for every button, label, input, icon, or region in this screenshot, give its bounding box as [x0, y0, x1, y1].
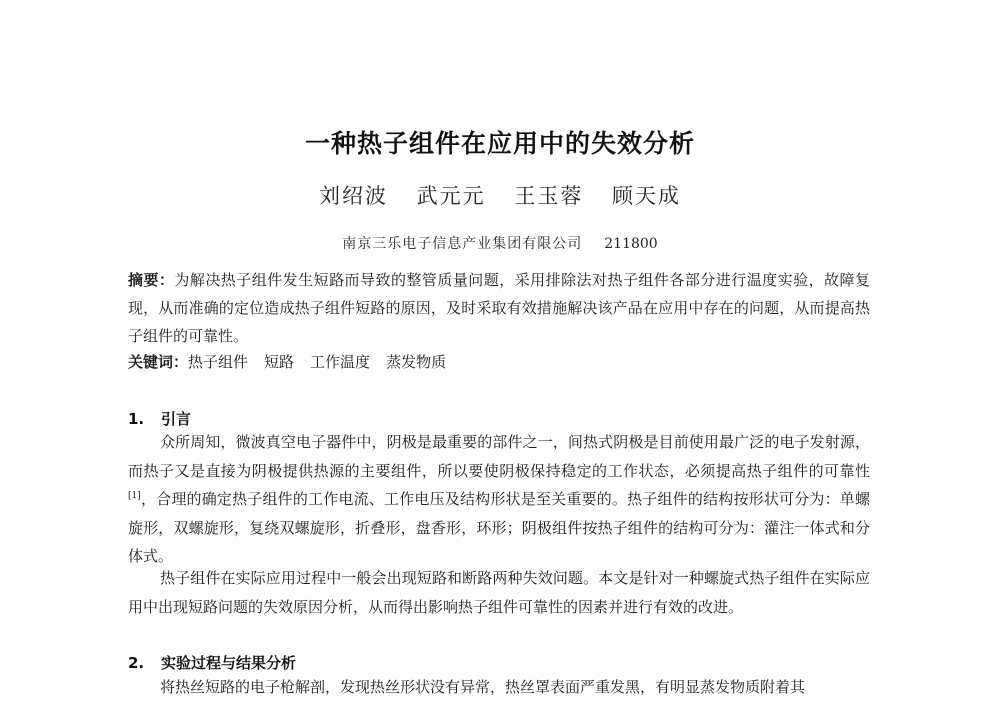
section-heading-experiment	[128, 652, 296, 673]
keyword: 蒸发物质	[386, 353, 447, 371]
intro-paragraph-2: 热子组件在实际应用过程中一般会出现短路和断路两种失效问题。本文是针对一种螺旋式热子组件在实际应用中出现短路问题的失效原因分析，从而得出影响热子组件可靠性的因素并进行有效的改进。	[128, 569, 870, 616]
author-name: 武元元	[416, 184, 486, 208]
intro-paragraph-1	[128, 428, 870, 571]
abstract-text: 为解决热子组件发生短路而导致的整管质量问题，采用排除法对热子组件各部分进行温度实验，故障复现，从而准确的定位造成热子组件短路的原因，及时采取有效措施解决该产品在应用中存在的问题，从而提高热子组件的可靠性。	[128, 271, 870, 345]
paragraph-text: 众所周知，微波真空电子器件中，阴极是最重要的部件之一，间热式阴极是目前使用最广泛的电子发射源，而热子又是直接为阴极提供热源的主要组件，所以要使阴极保持稳定的工作状态，必须提高热子组件的可靠性	[128, 433, 870, 480]
section-heading-introduction	[128, 408, 191, 429]
keyword: 短路	[264, 353, 295, 371]
section-title: 引言	[161, 410, 192, 428]
keywords	[128, 348, 870, 376]
keywords-label: 关键词：	[128, 353, 189, 371]
section-number: 1.	[128, 410, 145, 428]
author-name: 顾天成	[612, 184, 682, 208]
author-name: 王玉蓉	[514, 184, 584, 208]
abstract-label: 摘要：	[128, 271, 175, 289]
experiment-paragraph-1: 将热丝短路的电子枪解剖，发现热丝形状没有异常，热丝罩表面严重发黑，有明显蒸发物质附着其	[160, 678, 806, 696]
affiliation	[0, 233, 1000, 253]
author-list	[0, 180, 1000, 210]
paper-title: 一种热子组件在应用中的失效分析	[304, 129, 695, 158]
author-name: 刘绍波	[318, 184, 388, 208]
section-title: 实验过程与结果分析	[161, 654, 297, 672]
paragraph-text: ，合理的确定热子组件的工作电流、工作电压及结构形状是至关重要的。热子组件的结构按形状可分为：单螺旋形，双螺旋形，复绕双螺旋形，折叠形，盘香形，环形；阴极组件按热子组件的结构可分为：灌注一体式和分体式。	[128, 490, 870, 565]
abstract	[128, 266, 870, 350]
citation-ref: [1]	[128, 491, 141, 501]
affiliation-zip: 211800	[604, 236, 658, 252]
section-number: 2.	[128, 654, 145, 672]
keyword: 热子组件	[188, 353, 249, 371]
affiliation-org: 南京三乐电子信息产业集团有限公司	[342, 236, 583, 252]
keyword: 工作温度	[310, 353, 371, 371]
